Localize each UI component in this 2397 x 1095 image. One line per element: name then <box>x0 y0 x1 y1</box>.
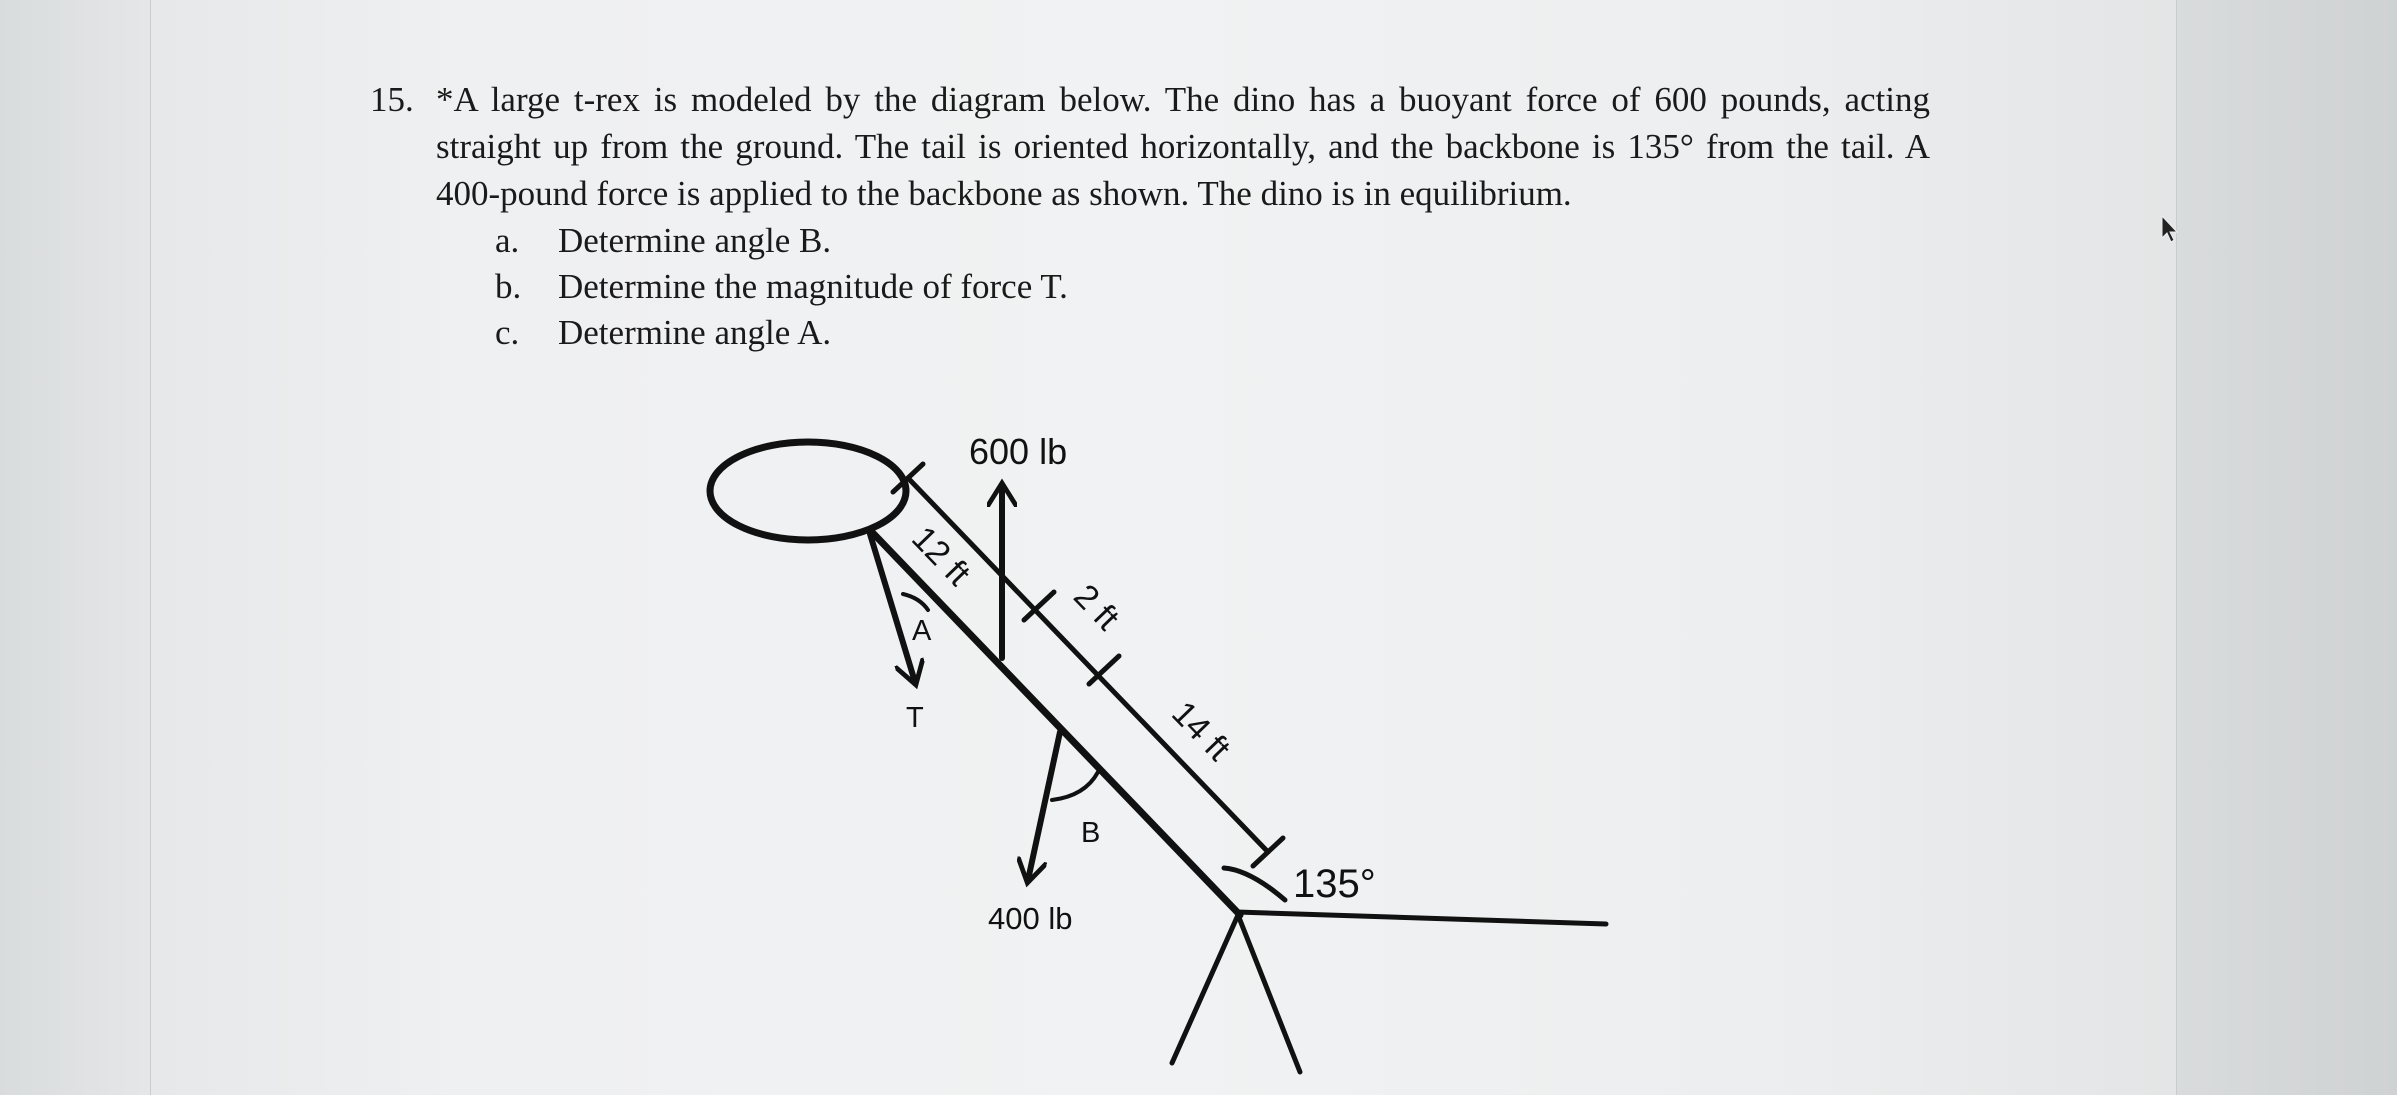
label-2-ft: 2 ft <box>1066 577 1127 638</box>
head-ellipse <box>710 442 906 540</box>
part-text: Determine angle A. <box>558 313 832 352</box>
leg-right <box>1238 915 1300 1072</box>
label-135-degrees: 135° <box>1293 862 1376 906</box>
label-angle-b: B <box>1081 817 1101 849</box>
problem-statement: *A large t-rex is modeled by the diagram below. The dino has a buoyant force of 600 pounds, acting straight up from the ground. The tail is oriented horizontally, and the backbone is 135° from the tail. A 400-pound force is applied to the backbone as shown. The dino is in equilibrium. <box>436 80 1930 213</box>
force-400-arrow <box>1028 732 1060 880</box>
tail-line <box>1237 912 1606 924</box>
cursor-arrow-icon <box>2160 214 2180 244</box>
label-angle-a: A <box>912 615 932 647</box>
angle-b-arc <box>1052 772 1098 800</box>
part-text: Determine the magnitude of force T. <box>558 267 1068 306</box>
label-400-lb: 400 lb <box>988 901 1073 936</box>
part-label: b. <box>495 267 522 306</box>
angle-a-arc <box>903 594 928 610</box>
angle-135-arc <box>1224 868 1285 900</box>
label-12-ft: 12 ft <box>904 519 978 594</box>
part-label: a. <box>495 221 520 260</box>
part-label: c. <box>495 313 520 352</box>
label-600-lb: 600 lb <box>969 431 1068 472</box>
label-14-ft: 14 ft <box>1164 694 1238 769</box>
label-tension-t: T <box>906 702 924 734</box>
problem-number: 15. <box>370 80 414 119</box>
dimension-line <box>908 478 1268 852</box>
leg-left <box>1172 915 1238 1063</box>
part-text: Determine angle B. <box>558 221 832 260</box>
